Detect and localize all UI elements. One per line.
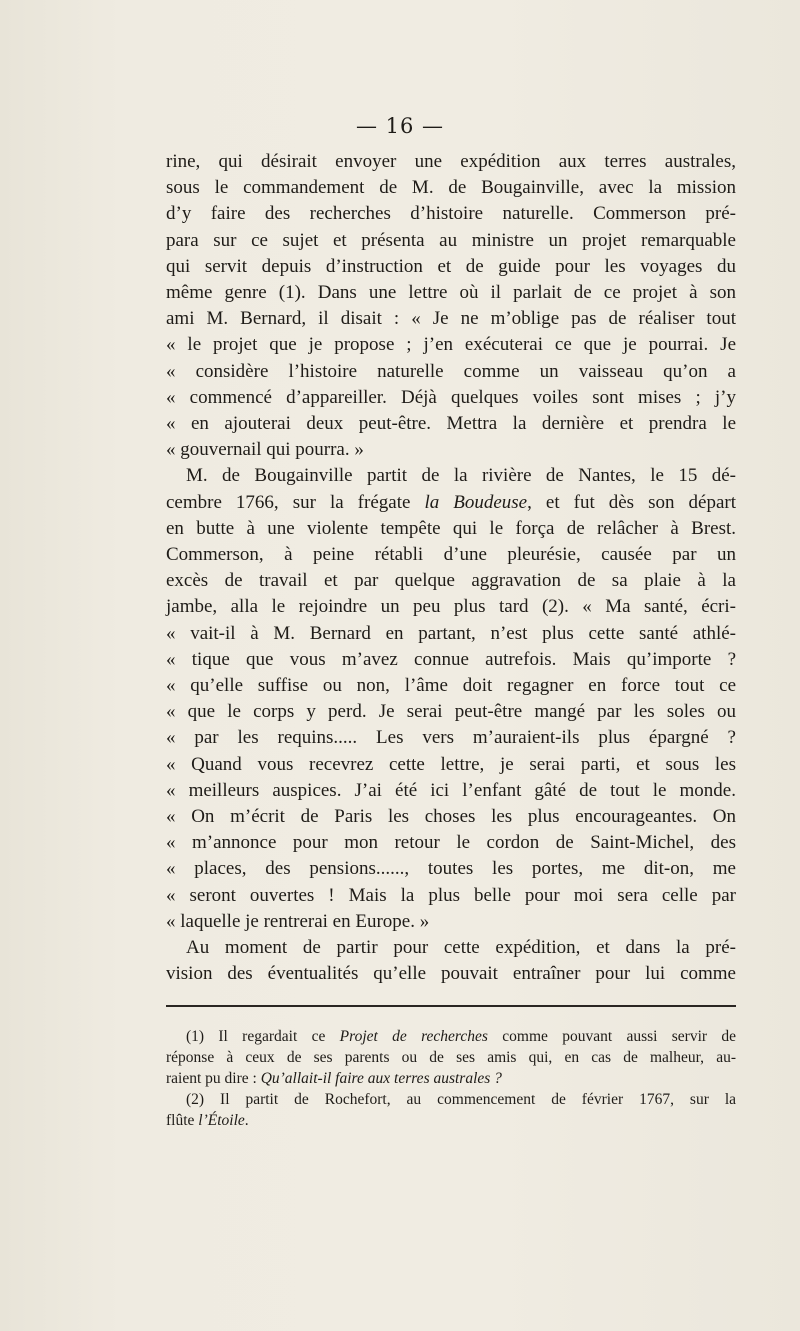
- text-line: « vait-il à M. Bernard en partant, n’est plus cette santé athlé-: [166, 622, 736, 644]
- footnote-2-line: [166, 1110, 736, 1131]
- ship-name-italic: la Boudeuse: [424, 491, 528, 513]
- text-line: « considère l’histoire naturelle comme un vaisseau qu’on a: [166, 360, 736, 382]
- page-number: — 16 —: [355, 114, 445, 138]
- footnote-1-line: [166, 1026, 736, 1047]
- text-line: « meilleurs auspices. J’ai été ici l’enfant gâté de tout le monde.: [166, 779, 736, 801]
- footnotes: [166, 1026, 736, 1131]
- text-line: jambe, alla le rejoindre un peu plus tard (2). « Ma santé, écri-: [166, 596, 736, 618]
- footnote-text: flûte: [166, 1112, 199, 1129]
- text-line: Au moment de partir pour cette expédition, et dans la pré-: [186, 937, 736, 959]
- text-line: « le projet que je propose ; j’en exécuterai ce que je pourrai. Je: [166, 334, 736, 356]
- text-line: en butte à une violente tempête qui le força de relâcher à Brest.: [166, 517, 736, 539]
- ship-name-italic: l’Étoile: [198, 1112, 245, 1129]
- footnote-2-line: (2) Il partit de Rochefort, au commencement de février 1767, sur la: [186, 1091, 736, 1108]
- footnote-text: .: [244, 1112, 249, 1129]
- text-line: d’y faire des recherches d’histoire naturelle. Commerson pré-: [166, 203, 736, 225]
- text-segment: , et fut dès son départ: [527, 491, 736, 513]
- text-line: « On m’écrit de Paris les choses les plus encourageantes. On: [166, 806, 736, 828]
- text-segment: cembre 1766, sur la frégate: [166, 491, 425, 513]
- text-line: para sur ce sujet et présenta au ministre un projet remarquable: [166, 229, 736, 251]
- footnote-quote-italic: Qu’allait-il faire aux terres australes ?: [260, 1070, 502, 1087]
- text-line: M. de Bougainville partit de la rivière de Nantes, le 15 dé-: [186, 465, 736, 487]
- text-line: Commerson, à peine rétabli d’une pleurésie, causée par un: [166, 544, 736, 566]
- footnote-1-line: réponse à ceux de ses parents ou de ses amis qui, en cas de malheur, au-: [166, 1049, 736, 1066]
- text-line: « par les requins..... Les vers m’auraient-ils plus épargné ?: [166, 727, 736, 749]
- text-line-with-italic: [166, 490, 736, 516]
- footnote-1-line: [166, 1068, 736, 1089]
- text-line: sous le commandement de M. de Bougainville, avec la mission: [166, 177, 736, 199]
- text-line: « laquelle je rentrerai en Europe. »: [166, 910, 430, 932]
- text-line: « que le corps y perd. Je serai peut-être mangé par les soles ou: [166, 701, 736, 723]
- text-line: « seront ouvertes ! Mais la plus belle pour moi sera celle par: [166, 884, 736, 906]
- footnote-text: comme pouvant aussi servir de: [487, 1028, 737, 1045]
- text-line: rine, qui désirait envoyer une expédition aux terres australes,: [166, 151, 736, 172]
- footnote-text: (1) Il regardait ce: [186, 1028, 340, 1045]
- footnote-divider: [166, 1005, 736, 1007]
- text-line: « tique que vous m’avez connue autrefois. Mais qu’importe ?: [166, 648, 736, 670]
- text-line: « m’annonce pour mon retour le cordon de Saint-Michel, des: [166, 832, 736, 854]
- footnote-title-italic: Projet de recherches: [339, 1028, 488, 1045]
- text-line: « gouvernail qui pourra. »: [166, 439, 364, 461]
- text-line: « en ajouterai deux peut-être. Mettra la dernière et prendra le: [166, 413, 736, 435]
- text-line: « commencé d’appareiller. Déjà quelques voiles sont mises ; j’y: [166, 386, 736, 408]
- text-line: « places, des pensions......, toutes les portes, me dit-on, me: [166, 858, 736, 880]
- footnote-text: raient pu dire :: [166, 1070, 261, 1087]
- text-line: même genre (1). Dans une lettre où il parlait de ce projet à son: [166, 282, 736, 304]
- main-text: [166, 149, 736, 988]
- text-line: excès de travail et par quelque aggravation de sa plaie à la: [166, 570, 736, 592]
- text-line: qui servit depuis d’instruction et de guide pour les voyages du: [166, 255, 736, 277]
- text-line: vision des éventualités qu’elle pouvait entraîner pour lui comme: [166, 963, 736, 985]
- text-line: « Quand vous recevrez cette lettre, je serai parti, et sous les: [166, 753, 736, 775]
- text-line: « qu’elle suffise ou non, l’âme doit regagner en force tout ce: [166, 675, 736, 697]
- text-line: ami M. Bernard, il disait : « Je ne m’oblige pas de réaliser tout: [166, 308, 736, 330]
